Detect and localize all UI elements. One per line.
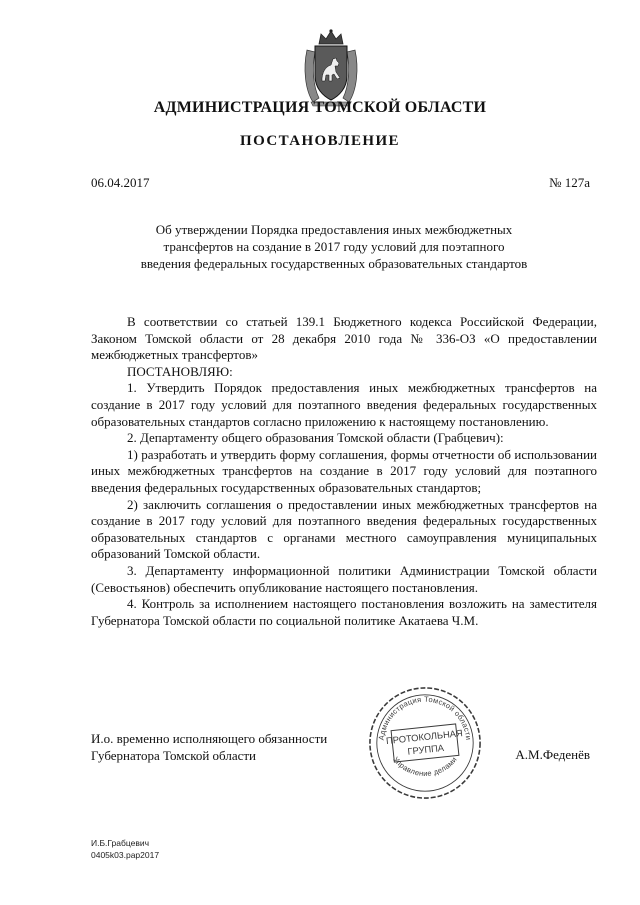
stamp-center-line-1: ПРОТОКОЛЬНАЯ — [385, 728, 464, 747]
preamble-paragraph: В соответствии со статьей 139.1 Бюджетного кодекса Российской Федерации, Законом Томской области от 28 декабря 2010 года № 336-ОЗ «О предоставлении межбюджетных трансфертов» — [91, 314, 597, 363]
executor-name: И.Б.Грабцевич — [91, 838, 150, 848]
organization-heading: АДМИНИСТРАЦИЯ ТОМСКОЙ ОБЛАСТИ — [153, 99, 487, 116]
document-body — [91, 314, 597, 629]
signatory-name: А.М.Феденёв — [515, 747, 590, 762]
item-1-paragraph: 1. Утвердить Порядок предоставления иных межбюджетных трансфертов на создание в 2017 году условий для поэтапного введения федеральных государственных образовательных стандартов согласно приложению к настоящему постановлению. — [91, 380, 597, 429]
document-title: Об утверждении Порядка предоставления иных межбюджетных трансфертов на создание в 2017 году условий для поэтапного введения федеральных государственных образовательных стандартов — [140, 222, 528, 271]
item-3-paragraph: 3. Департаменту информационной политики Администрации Томской области (Севостьянов) обеспечить опубликование настоящего постановления. — [91, 562, 597, 595]
item-2-2-paragraph: 2) заключить соглашения о предоставлении иных межбюджетных трансфертов на создание в 2017 году условий для поэтапного введения федеральных государственных образовательных стандартов с органами местного самоуправления муниципальных образований Томской области. — [91, 496, 597, 562]
stamp-center-line-2: ГРУППА — [406, 742, 445, 757]
document-number: № 127а — [549, 175, 590, 190]
document-footer — [91, 837, 159, 861]
item-4-paragraph: 4. Контроль за исполнением настоящего постановления возложить на заместителя Губернатора Томской области по социальной политике Акатаева Ч.М. — [91, 596, 597, 628]
item-2-1-paragraph: 1) разработать и утвердить форму соглашения, формы отчетности об использовании иных межбюджетных трансфертов на создание в 2017 году условий для поэтапного введения федеральных государственных образовательных стандартов; — [91, 446, 597, 495]
tomsk-coat-of-arms-icon — [299, 28, 363, 108]
document-type-heading: ПОСТАНОВЛЕНИЕ — [240, 133, 400, 149]
stamp-ring-bottom-text: Управление делами — [391, 755, 459, 778]
item-2-paragraph: 2. Департаменту общего образования Томской области (Грабцевич): — [127, 430, 504, 446]
signatory-position-line-1: И.о. временно исполняющего обязанности — [91, 731, 328, 746]
stamp-ring-top-text: Администрация Томской области — [376, 694, 474, 741]
signatory-position — [91, 730, 371, 764]
document-date: 06.04.2017 — [91, 175, 150, 190]
signatory-position-line-2: Губернатора Томской области — [91, 748, 257, 763]
decree-word: ПОСТАНОВЛЯЮ: — [127, 363, 233, 379]
round-stamp-icon — [366, 684, 484, 802]
file-code: 0405k03.pap2017 — [91, 850, 160, 860]
